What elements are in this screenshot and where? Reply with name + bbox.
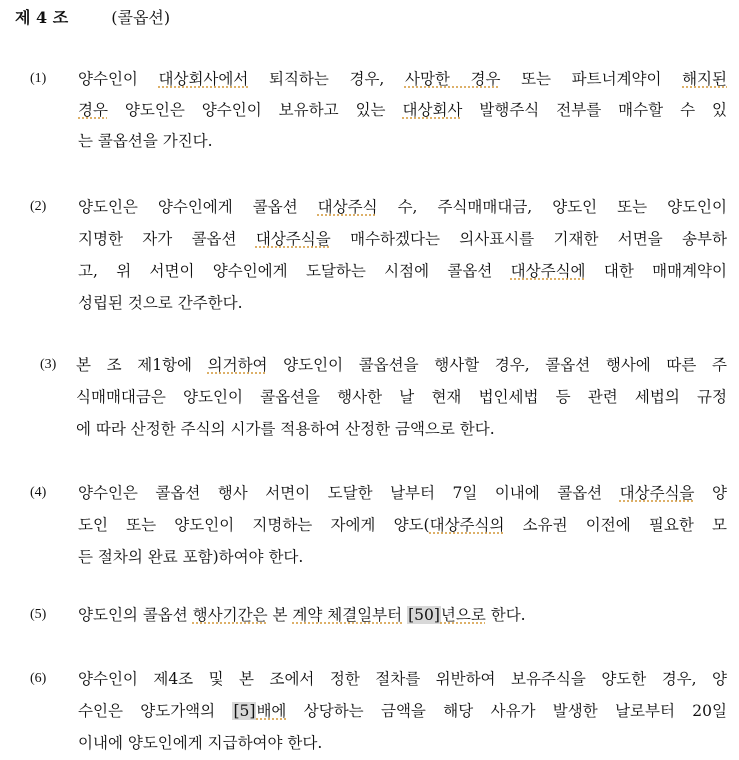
clause-number: (5) (30, 607, 47, 622)
clause-line (78, 732, 322, 754)
text-run: 양도인은 양수인이 보유하고 있는 (107, 101, 403, 119)
clause-number: (6) (30, 671, 47, 686)
text-run: 대한 매매계약이 (585, 262, 727, 280)
placeholder-value: [50] (408, 606, 440, 624)
flagged-term: 해지된 (682, 70, 727, 88)
flagged-term: 사망한 경우 (404, 70, 501, 88)
flagged-term: 경우 (78, 101, 108, 119)
text-run: 양수인이 제4조 및 본 조에서 정한 절차를 위반하여 보유주식을 양도한 경우, 양 (78, 670, 727, 688)
text-run: 양도인은 양수인에게 콜옵션 (78, 198, 318, 216)
text-run: 는 콜옵션을 가진다. (78, 132, 213, 150)
clause-line (78, 604, 526, 626)
text-run: 고, 위 서면이 양수인에게 도달하는 시점에 콜옵션 (78, 262, 511, 280)
clause-line (76, 354, 727, 376)
flagged-term: 년으로 (440, 606, 486, 624)
clause-number: (3) (40, 357, 57, 372)
clause-number: (2) (30, 199, 47, 214)
placeholder-value: [5] (233, 702, 256, 720)
clause-line (78, 546, 303, 568)
flagged-term: 대상회사 (402, 101, 463, 119)
flagged-term: 대상회사에서 (158, 70, 249, 88)
clause-number: (1) (30, 71, 47, 86)
flagged-term: 대상주식 (317, 198, 378, 216)
flagged-term: 대상주식을 (255, 230, 331, 248)
text-run: 양수인은 콜옵션 행사 서면이 도달한 날부터 7일 이내에 콜옵션 (78, 484, 620, 502)
clause-line (78, 292, 243, 314)
text-run: 발행주식 전부를 매수할 수 있 (462, 101, 727, 119)
flagged-term: 의거하여 (207, 356, 268, 374)
text-run: 성립된 것으로 간주한다. (78, 294, 243, 312)
text-run: 양도인이 콜옵션을 행사할 경우, 콜옵션 행사에 따른 주 (267, 356, 727, 374)
text-run: 이내에 양도인에게 지급하여야 한다. (78, 734, 323, 752)
text-run: 또는 파트너계약이 (500, 70, 683, 88)
text-run: 한다. (485, 606, 526, 624)
flagged-term: 대상주식에 (510, 262, 586, 280)
clause-line (76, 418, 495, 440)
clause-number: (4) (30, 485, 47, 500)
text-run: 지명한 자가 콜옵션 (78, 230, 256, 248)
text-run: 양도인의 콜옵션 (78, 606, 193, 624)
article-title: (콜옵션) (111, 8, 171, 27)
text-run: 상당하는 금액을 해당 사유가 발생한 날로부터 20일 (286, 702, 727, 720)
clause-line (78, 68, 727, 90)
flagged-term: 대상주식의 (429, 516, 505, 534)
text-run: 소유권 이전에 필요한 모 (504, 516, 727, 534)
text-run: 양수인이 (78, 70, 159, 88)
text-run: 본 (267, 606, 293, 624)
article-header (15, 5, 170, 28)
clause-line (78, 99, 727, 121)
clause-line (78, 668, 727, 690)
flagged-term: 배에 (256, 702, 287, 720)
clause-line (78, 700, 727, 722)
text-run: 수인은 양도가액의 (78, 702, 233, 720)
flagged-term: 계약 체결일부터 (292, 606, 403, 624)
clause-line (78, 196, 727, 218)
text-run: 매수하겠다는 의사표시를 기재한 서면을 송부하 (330, 230, 727, 248)
article-number: 제 4 조 (15, 8, 69, 27)
flagged-term: 대상주식을 (619, 484, 695, 502)
text-run: 양 (694, 484, 728, 502)
clause-line (78, 482, 727, 504)
text-run: 본 조 제1항에 (76, 356, 208, 374)
clause-line (78, 228, 727, 250)
text-run: 수, 주식매매대금, 양도인 또는 양도인이 (377, 198, 727, 216)
clause-line (76, 386, 727, 408)
text-run: 퇴직하는 경우, (248, 70, 405, 88)
text-run: 든 절차의 완료 포함)하여야 한다. (78, 548, 304, 566)
clause-line (78, 260, 727, 282)
clause-line (78, 514, 727, 536)
clause-line (78, 130, 213, 152)
text-run: 에 따라 산정한 주식의 시가를 적용하여 산정한 금액으로 한다. (76, 420, 495, 438)
text-run: 도인 또는 양도인이 지명하는 자에게 양도( (78, 516, 430, 534)
text-run: 식매매대금은 양도인이 콜옵션을 행사한 날 현재 법인세법 등 관련 세법의 규정 (76, 388, 727, 406)
flagged-term: 행사기간은 (192, 606, 268, 624)
